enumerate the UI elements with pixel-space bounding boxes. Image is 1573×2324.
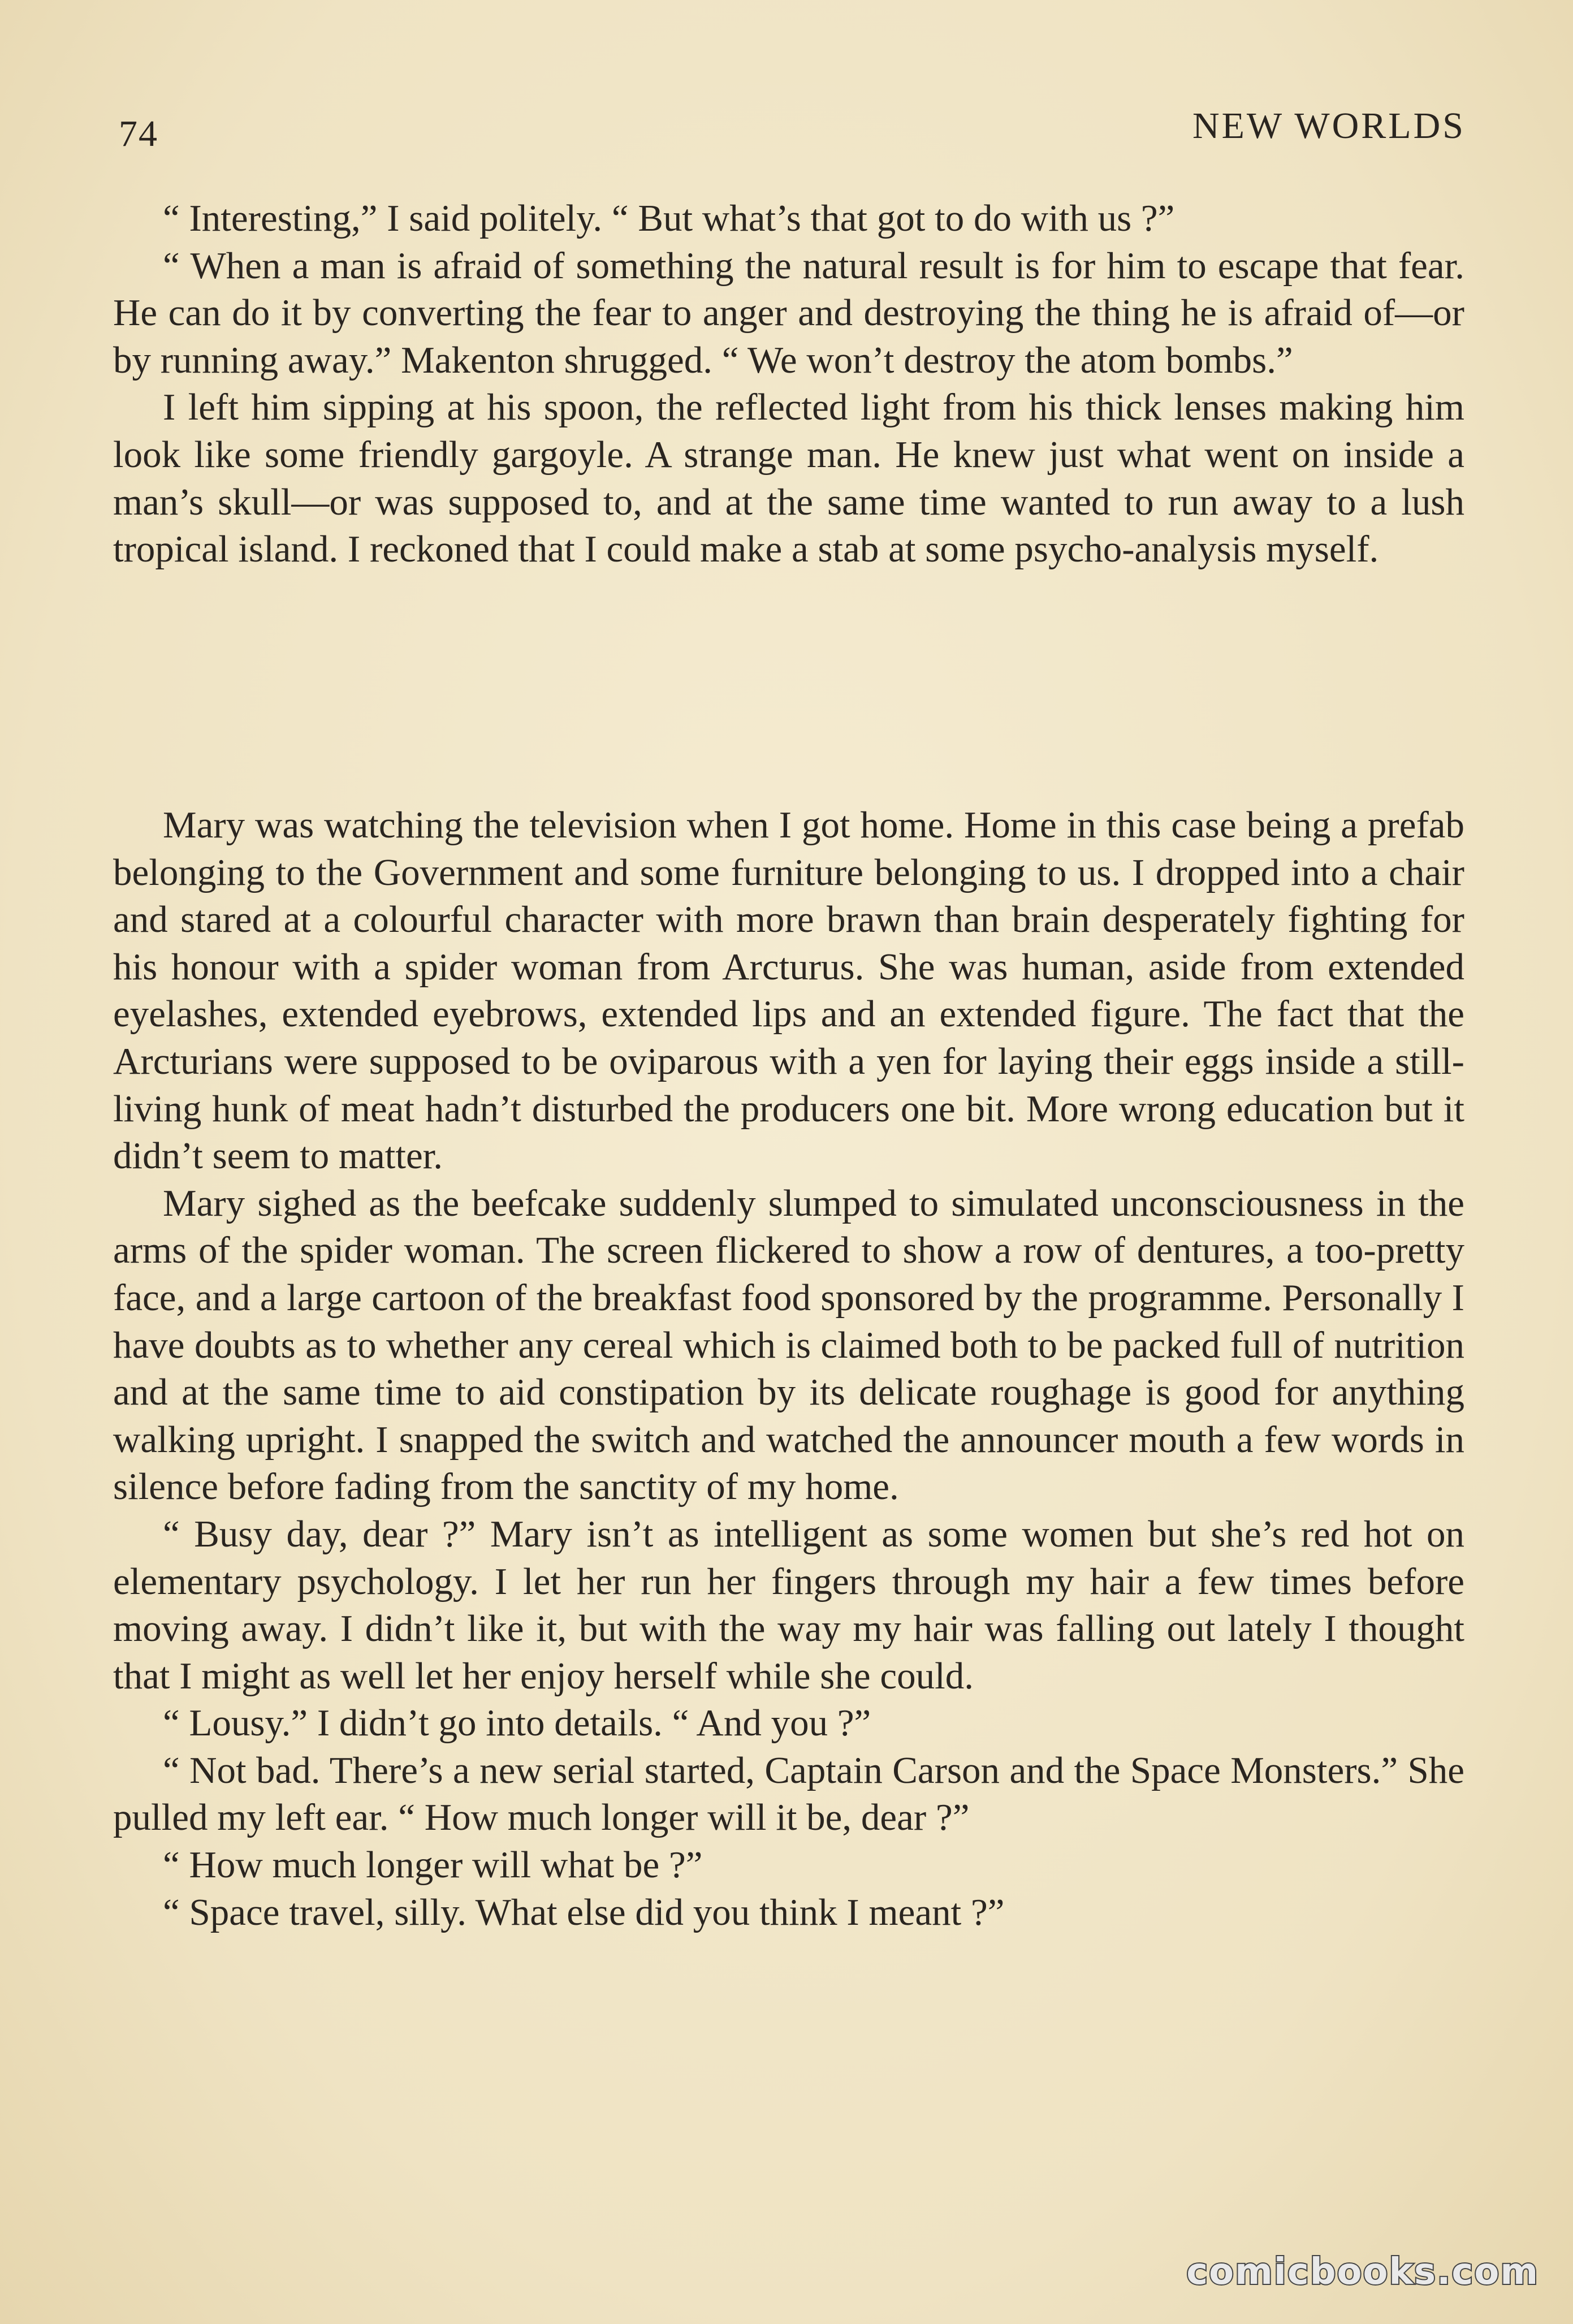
paragraph: Mary was watching the television when I got home. Home in this case being a prefab belonging to the Government and some furniture belonging to us. I dropped into a chair and stared at a colourful character with more brawn than brain desperately fighting for his honour with a spider woman from Arcturus. She was human, aside from extended eyelashes, extended eyebrows, extended lips and an extended figure. The fact that the Arcturians were supposed to be oviparous with a yen for laying their eggs inside a still-living hunk of meat hadn’t disturbed the producers one bit. More wrong education but it didn’t seem to matter. [113,804,1464,1177]
section-1-text [113,195,1464,573]
section-2-text [113,802,1464,1936]
running-head [119,105,1466,155]
paragraph: “ Busy day, dear ?” Mary isn’t as intelligent as some women but she’s red hot on elementary psychology. I let her run her fingers through my hair a few times before moving away. I didn’t like it, but with the way my hair was falling out lately I thought that I might as well let her enjoy herself while she could. [113,1513,1464,1697]
page-number: 74 [119,113,158,154]
running-title: NEW WORLDS [1192,105,1466,146]
paragraph: “ Space travel, silly. What else did you think I meant ?” [163,1891,1005,1933]
paragraph: “ When a man is afraid of something the natural result is for him to escape that fear. He can do it by converting the fear to anger and destroying the thing he is afraid of—or by running away.” Makenton shrugged. “ We won’t destroy the atom bombs.” [113,244,1464,381]
paragraph: “ How much longer will what be ?” [163,1844,703,1886]
paragraph: “ Not bad. There’s a new serial started, Captain Carson and the Space Monsters.” She pulled my left ear. “ How much longer will it be, dear ?” [113,1749,1464,1839]
watermark-logo: comicbooks.com [1186,2251,1539,2293]
paragraph: Mary sighed as the beefcake suddenly slumped to simulated unconsciousness in the arms of the spider woman. The screen flickered to show a row of dentures, a too-pretty face, and a large cartoon of the breakfast food sponsored by the programme. Personally I have doubts as to whether any cereal which is claimed both to be packed full of nutrition and at the same time to aid constipation by its delicate roughage is good for anything walking upright. I snapped the switch and watched the announcer mouth a few words in silence before fading from the sanctity of my home. [113,1182,1464,1508]
paragraph: I left him sipping at his spoon, the reflected light from his thick lenses making him look like some friendly gargoyle. A strange man. He knew just what went on inside a man’s skull—or was supposed to, and at the same time wanted to run away to a lush tropical island. I reckoned that I could make a stab at some psycho-analysis myself. [113,386,1464,571]
paragraph: “ Lousy.” I didn’t go into details. “ And you ?” [163,1702,871,1744]
paragraph: “ Interesting,” I said politely. “ But what’s that got to do with us ?” [163,197,1175,239]
